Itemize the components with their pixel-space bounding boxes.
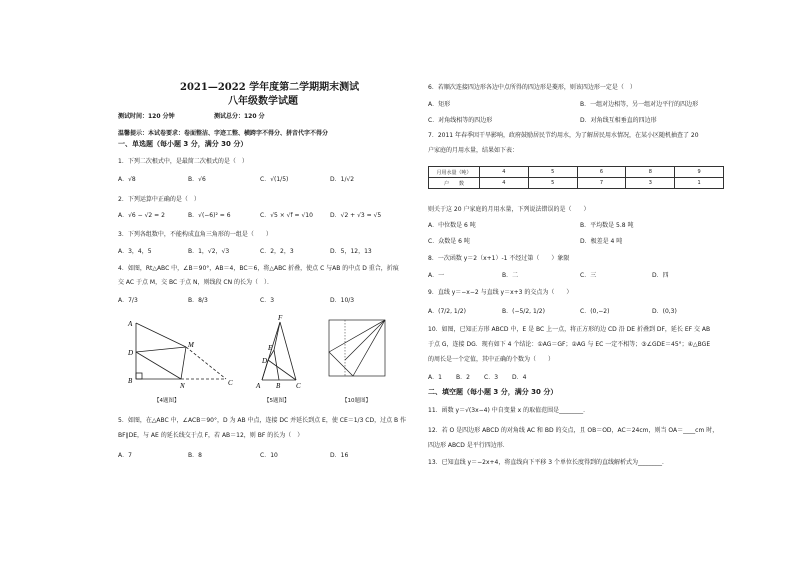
figure-5: [254, 314, 304, 394]
table-cell: 4: [480, 178, 529, 189]
q5-option-a: A．7: [118, 452, 132, 459]
table-cell: 4: [480, 167, 529, 178]
q1-option-c: C．√(1/5): [260, 176, 289, 183]
q12-stem-line1: 12．若 O 是四边形 ABCD 的对角线 AC 和 BD 的交点，且 OB＝OD，AC＝24cm，则当 OA＝____cm 时，: [428, 427, 719, 434]
fig4-label-b: B: [128, 377, 133, 385]
q3-option-a: A．3，4，5: [118, 248, 152, 255]
q3-option-d: D．5，12，13: [330, 248, 372, 255]
table-cell: 3: [626, 178, 675, 189]
q2-option-d: D．√2 + √3 = √5: [330, 212, 382, 219]
q7-option-b: B．平均数是 5.8 吨: [580, 222, 634, 229]
fig5-label-b: B: [276, 382, 281, 390]
table-cell: 9: [675, 167, 724, 178]
q7-stem-line1: 7．2011 年春季因干旱影响，政府鼓励居民节约用水，为了解居民用水情况，在某小区随机抽查了 20: [428, 132, 699, 139]
q3-stem: 3．下列各组数中，不能构成直角三角形的一组是（ ）: [118, 231, 272, 238]
fig5-label-f: F: [278, 314, 283, 322]
q4-option-c: C．3: [260, 297, 275, 304]
q4-stem-line2: 交 AC 于点 M，交 BC 于点 N，则线段 CN 的长为（ ）．: [118, 279, 273, 286]
q10-option-b: B．2: [456, 374, 470, 381]
table-cell: 6: [577, 167, 626, 178]
figure-4: [126, 317, 244, 389]
table-cell: 5: [528, 167, 577, 178]
exam-time: 测试时间：120 分钟: [118, 113, 175, 120]
q1-stem: 1．下列二次根式中，是最简二次根式的是（ ）: [118, 158, 248, 165]
section-2-title: 二、填空题（每小题 3 分，满分 30 分）: [428, 388, 558, 396]
q6-stem: 6．若顺次连接四边形各边中点所得的四边形是菱形，则该四边形一定是（ ）: [428, 84, 636, 91]
q1-option-b: B．√6: [188, 176, 206, 183]
q5-option-b: B．8: [188, 452, 202, 459]
q13-stem: 13．已知直线 y＝−2x+4，将直线向下平移 3 个单位长度得到的直线解析式为________．: [428, 459, 668, 466]
q9-option-b: B．(−5/2, 1/2): [502, 308, 545, 315]
q12-stem-line2: 四边形 ABCD 是平行四边形．: [428, 442, 509, 449]
q10-stem-line1: 10．如图，已知正方形 ABCD 中，E 是 BC 上一点，将正方形的边 CD 沿 DE 折叠到 DF，延长 EF 交 AB: [428, 326, 711, 333]
q3-option-b: B．1，√2，√3: [188, 248, 230, 255]
caption-fig10: 【10题图】: [342, 398, 371, 404]
q8-stem: 8．一次函数 y＝2（x+1）-1 不经过第（ ）象限: [428, 255, 570, 262]
q5-stem-line1: 5．如图，在△ABC 中，∠ACB＝90°，D 为 AB 中点，连接 DC 并延长到点 E，使 CE＝1/3 CD，过点 B 作: [118, 417, 407, 424]
fig5-label-e: E: [268, 344, 273, 352]
fig4-label-n: N: [180, 382, 185, 389]
q6-option-c: C．对角线相等的四边形: [428, 117, 493, 124]
q10-option-a: A．1: [428, 374, 442, 381]
fig5-label-c: C: [296, 382, 301, 390]
fig4-label-c: C: [228, 379, 233, 387]
table-row: [429, 178, 724, 189]
q6-option-a: A．矩形: [428, 101, 451, 108]
caption-fig5: 【5题图】: [264, 398, 290, 404]
q1-option-a: A．√8: [118, 176, 136, 183]
q5-option-d: D．16: [330, 452, 349, 459]
q5-stem-line2: BF∥DE，与 AE 的延长线交于点 F，若 AB＝12，则 BF 的长为（ ）: [118, 432, 304, 439]
section-1-title: 一、单选题（每小题 3 分，满分 30 分）: [118, 140, 248, 148]
fig4-label-m: M: [188, 341, 194, 349]
q3-option-c: C．2，2，3: [260, 248, 294, 255]
q4-option-a: A．7/3: [118, 297, 138, 304]
q8-option-b: B．二: [502, 272, 519, 279]
q9-option-d: D．(0,3): [652, 308, 677, 315]
q5-option-c: C．10: [260, 452, 278, 459]
q4-option-b: B．8/3: [188, 297, 208, 304]
q4-option-d: D．10/3: [330, 297, 355, 304]
table-cell: 7: [577, 178, 626, 189]
q10-option-d: D．4: [512, 374, 527, 381]
table-cell: 8: [626, 167, 675, 178]
q2-stem: 2．下列运算中正确的是（ ）: [118, 196, 200, 203]
q2-option-c: C．√5 × √f = √10: [260, 212, 313, 219]
fig5-label-a: A: [256, 382, 261, 390]
exam-subtitle: 八年级数学试题: [228, 96, 298, 107]
q1-option-d: D．1/√2: [330, 176, 355, 183]
exam-title: 2021—2022 学年度第二学期期末测试: [180, 82, 360, 93]
caption-fig4: 【4题图】: [154, 398, 180, 404]
q10-option-c: C．3: [484, 374, 499, 381]
q11-stem: 11．函数 y＝√(3x−4) 中自变量 x 的取值范围是________．: [428, 407, 590, 414]
tip-text: 温馨提示：本试卷要求：卷面整洁、字迹工整、横跨字不得分、拼音代字不得分: [118, 130, 329, 137]
figure-10: [323, 316, 393, 386]
q2-option-b: B．√(−6)² = 6: [188, 212, 231, 219]
q6-option-b: B．一组对边相等，另一组对边平行的四边形: [580, 101, 699, 108]
q8-option-d: D．四: [652, 272, 669, 279]
fig5-label-d: D: [262, 357, 268, 365]
q8-option-c: C．三: [580, 272, 597, 279]
fig4-label-a: A: [128, 320, 133, 328]
table-cell: 户 数: [429, 178, 480, 189]
exam-score: 测试总分：120 分: [214, 113, 265, 120]
water-usage-table: [428, 166, 724, 189]
q2-option-a: A．√6 − √2 = 2: [118, 212, 165, 219]
q9-option-a: A．(7/2, 1/2): [428, 308, 466, 315]
q6-option-d: D．对角线互相垂直的四边形: [580, 117, 657, 124]
q9-stem: 9．直线 y＝−x−2 与直线 y＝x+3 的交点为（ ）: [428, 289, 573, 296]
q7-stem-line3: 则关于这 20 户家庭的月用水量，下列说法错误的是（ ）: [428, 206, 590, 213]
q7-option-d: D．极差是 4 吨: [580, 238, 623, 245]
table-cell: 5: [528, 178, 577, 189]
q4-stem-line1: 4．如图，Rt△ABC 中，∠B＝90°，AB＝4，BC＝6，将△ABC 折叠，使点 C 与AB 的中点 D 重合，折痕: [118, 265, 399, 272]
q8-option-a: A．一: [428, 272, 445, 279]
q10-stem-line3: 的周长是一个定值，其中正确的个数为（ ）: [428, 356, 555, 363]
q7-stem-line2: 户家庭的月用水量，结果如下表：: [428, 147, 519, 154]
q7-option-c: C．众数是 6 吨: [428, 238, 470, 245]
q10-stem-line2: 于点 G，连接 DG．现有如下 4 个结论：①AG＝GF；②AG 与 EC 一定不相等；③∠GDE＝45°；④△BGE: [428, 341, 711, 348]
table-cell: 1: [675, 178, 724, 189]
q7-option-a: A．中位数是 6 吨: [428, 222, 476, 229]
table-cell: 月用水量（吨）: [429, 167, 480, 178]
q9-option-c: C．(0,−2): [580, 308, 610, 315]
table-row: [429, 167, 724, 178]
fig4-label-d: D: [128, 349, 134, 357]
